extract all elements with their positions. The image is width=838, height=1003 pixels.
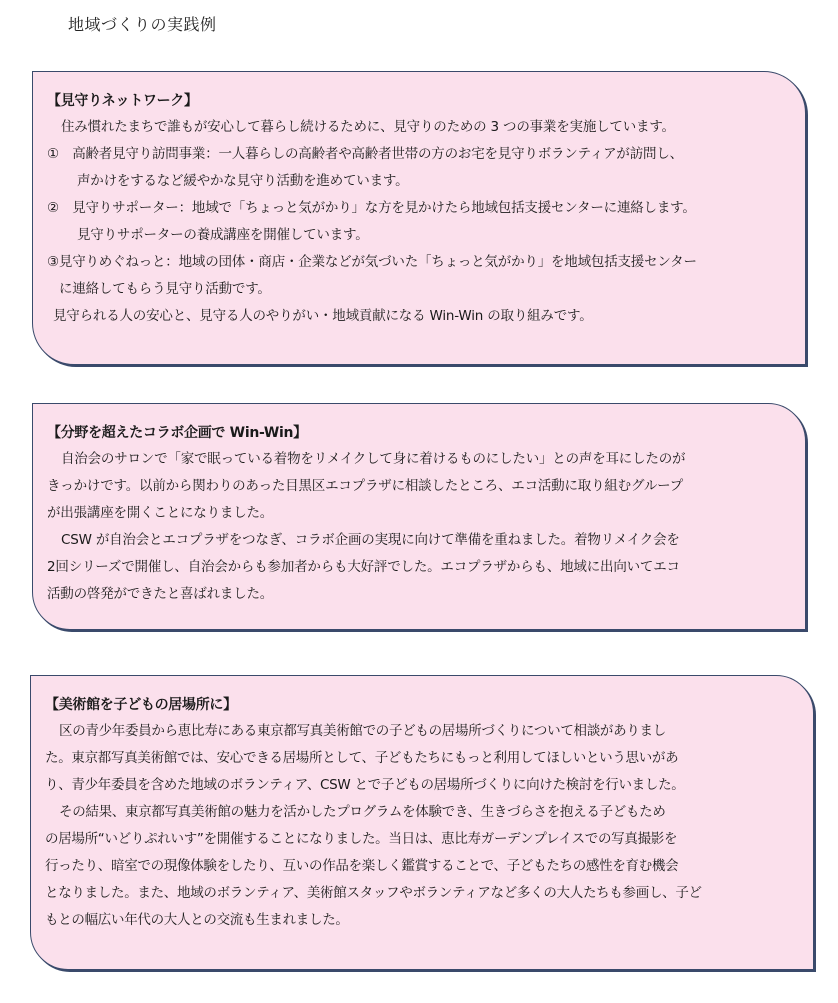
section-text-line: の居場所“いどりぷれいす”を開催することになりました。当日は、恵比寿ガーデンプレイスでの写真撮影を bbox=[45, 831, 678, 847]
section-title: 【美術館を子どもの居場所に】 bbox=[45, 697, 237, 713]
page-heading: 地域づくりの実践例 bbox=[68, 15, 217, 34]
section-text-line: その結果、東京都写真美術館の魅力を活かしたプログラムを体験でき、生きづらさを抱える子どもため bbox=[59, 804, 666, 820]
section-text-line: 区の青少年委員から恵比寿にある東京都写真美術館での子どもの居場所づくりについて相談がありまし bbox=[59, 723, 666, 739]
section-text-line: となりました。また、地域のボランティア、美術館スタッフやボランティアなど多くの大人たちも参画し、子ど bbox=[45, 885, 702, 901]
section-text-line: が出張講座を開くことになりました。 bbox=[47, 505, 274, 521]
section-text-line: 見守りサポーターの養成講座を開催しています。 bbox=[77, 227, 369, 243]
section-text-line: り、青少年委員を含めた地域のボランティア、CSW とで子どもの居場所づくりに向けた検討を行いました。 bbox=[45, 777, 685, 793]
section-collabo-kikaku bbox=[32, 403, 806, 630]
section-text-line: もとの幅広い年代の大人との交流も生まれました。 bbox=[45, 912, 349, 928]
section-text-line: 行ったり、暗室での現像体験をしたり、互いの作品を楽しく鑑賞することで、子どもたちの感性を育む機会 bbox=[45, 858, 679, 874]
section-text-line: た。東京都写真美術館では、安心できる居場所として、子どもたちにもっと利用してほしいという思いがあ bbox=[45, 750, 679, 766]
section-text-line: ③見守りめぐねっと：地域の団体・商店・企業などが気づいた「ちょっと気がかり」を地域包括支援センター bbox=[47, 254, 697, 270]
section-text-line: ① 高齢者見守り訪問事業：一人暮らしの高齢者や高齢者世帯の方のお宅を見守りボランティアが訪問し、 bbox=[47, 146, 683, 162]
section-title: 【分野を超えたコラボ企画で Win-Win】 bbox=[47, 425, 307, 441]
section-text-line: 住み慣れたまちで誰もが安心して暮らし続けるために、見守りのための 3 つの事業を実施しています。 bbox=[61, 119, 675, 135]
section-text-line: CSW が自治会とエコプラザをつなぎ、コラボ企画の実現に向けて準備を重ねました。着物リメイク会を bbox=[61, 532, 680, 548]
section-museum-ibasho bbox=[30, 675, 814, 970]
section-text-line: きっかけです。以前から関わりのあった目黒区エコプラザに相談したところ、エコ活動に取り組むグループ bbox=[47, 478, 684, 494]
section-text-line: 活動の啓発ができたと喜ばれました。 bbox=[47, 586, 274, 602]
section-mimamori-network bbox=[32, 71, 806, 365]
section-text-line: 2回シリーズで開催し、自治会からも参加者からも大好評でした。エコプラザからも、地域に出向いてエコ bbox=[47, 559, 680, 575]
section-text-line: 自治会のサロンで「家で眠っている着物をリメイクして身に着けるものにしたい」との声を耳にしたのが bbox=[61, 451, 686, 467]
section-text-line: ② 見守りサポーター：地域で「ちょっと気がかり」な方を見かけたら地域包括支援センターに連絡します。 bbox=[47, 200, 696, 216]
section-text-line: 見守られる人の安心と、見守る人のやりがい・地域貢献になる Win-Win の取り組みです。 bbox=[53, 308, 593, 324]
section-text-line: に連絡してもらう見守り活動です。 bbox=[59, 281, 271, 297]
section-text-line: 声かけをするなど緩やかな見守り活動を進めています。 bbox=[77, 173, 409, 189]
section-title: 【見守りネットワーク】 bbox=[47, 93, 198, 109]
